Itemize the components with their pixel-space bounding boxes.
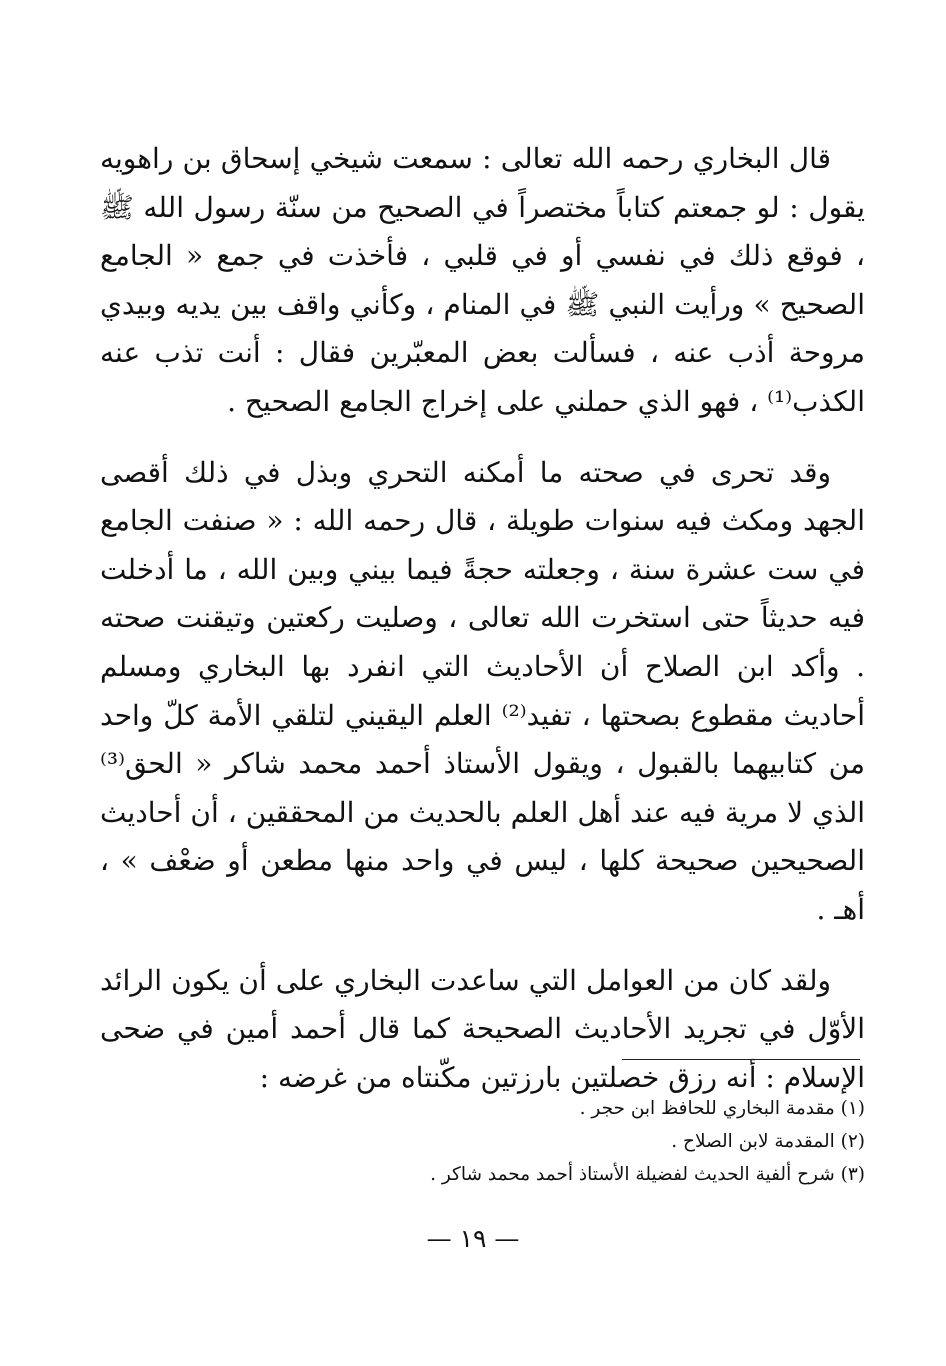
footnote-2: (٢) المقدمة لابن الصلاح . [671,1131,865,1152]
paragraph-3: ولقد كان من العوامل التي ساعدت البخاري على أن يكون الرائد الأوّل في تجريد الأحاديث الصحيحة كما قال أحمد أمين في ضحى الإسلام : أنه رزق خصلتين بارزتين مكّنتاه من غرضه : [100,963,865,1094]
footnote-separator [622,1059,860,1060]
footnote-1: (١) مقدمة البخاري للحافظ ابن حجر . [579,1098,865,1119]
footnote-3: (٣) شرح ألفية الحديث لفضيلة الأستاذ أحمد محمد شاكر . [430,1164,865,1185]
page-number: — ١٩ — [426,1224,520,1253]
footnotes [100,1092,865,1191]
paragraph-1: قال البخاري رحمه الله تعالى : سمعت شيخي إسحاق بن راهويه يقول : لو جمعتم كتاباً مختصراً في الصحيح من سنّة رسول الله ﷺ ، فوقع ذلك في نفسي أو في قلبي ، فأخذت في جمع « الجامع الصحيح » ورأيت النبي ﷺ في المنام ، وكأني واقف بين يديه وبيدي مروحة أذب عنه ، فسألت بعض المعبّرين فقال : أنت تذب عنه الكذب⁽¹⁾ ، فهو الذي حملني على إخراج الجامع الصحيح . [100,142,865,418]
paragraph-2: وقد تحرى في صحته ما أمكنه التحري وبذل في ذلك أقصى الجهد ومكث فيه سنوات طويلة ، قال رحمه الله : « صنفت الجامع في ست عشرة سنة ، وجعلته حجةً فيما بيني وبين الله ، ما أدخلت فيه حديثاً حتى استخرت الله تعالى ، وصليت ركعتين وتيقنت صحته . وأكد ابن الصلاح أن الأحاديث التي انفرد بها البخاري ومسلم أحاديث مقطوع بصحتها ، تفيد⁽²⁾ العلم اليقيني لتلقي الأمة كلّ واحد من كتابيهما بالقبول ، ويقول الأستاذ أحمد محمد شاكر « الحق⁽³⁾ الذي لا مرية فيه عند أهل العلم بالحديث من المحققين ، أن أحاديث الصحيحين صحيحة كلها ، ليس في واحد منها مطعن أو ضعْف » ، أهـ . [100,455,865,926]
main-text [100,135,865,1102]
